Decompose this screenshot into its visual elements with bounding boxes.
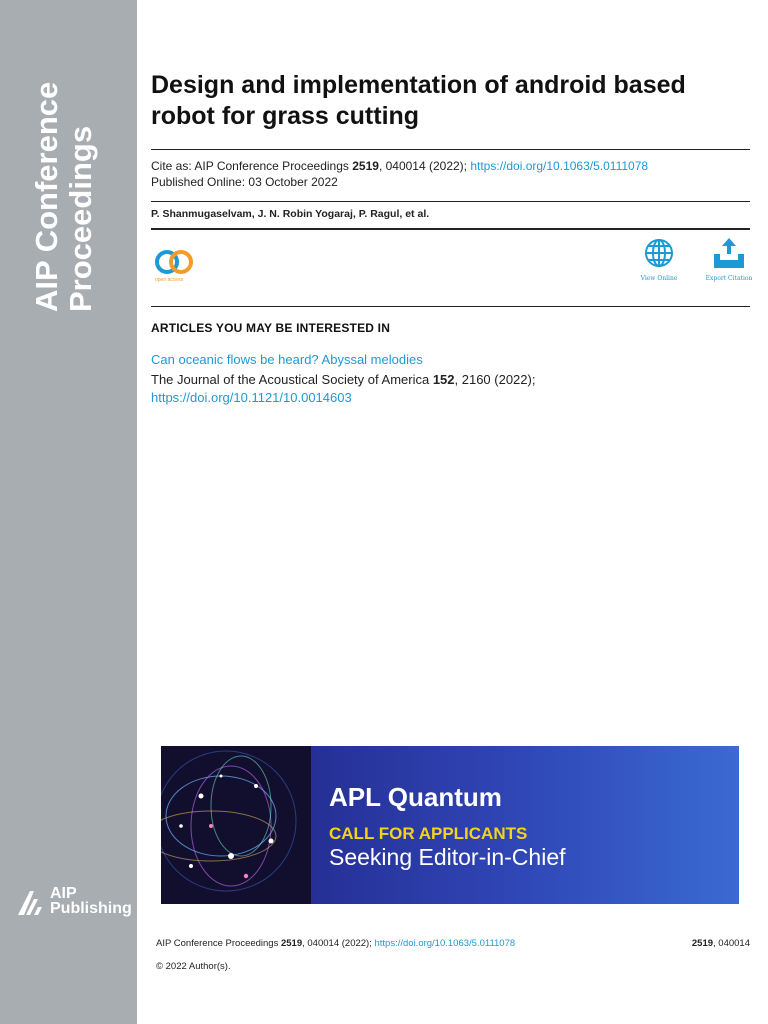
export-citation-label: Export Citation — [705, 275, 753, 282]
open-access-logo — [154, 248, 194, 286]
footer-volume: 2519 — [280, 938, 303, 949]
footer-citation — [156, 938, 515, 949]
footer-prefix: AIP Conference Proceedings — [156, 938, 281, 949]
apl-quantum-banner[interactable] — [161, 746, 739, 904]
open-access-icon — [154, 248, 194, 278]
quantum-art-image — [161, 746, 311, 904]
cite-volume: 2519 — [352, 159, 379, 173]
banner-title: APL Quantum — [329, 782, 502, 812]
export-citation-button[interactable] — [699, 238, 759, 282]
footer-page-ref — [692, 938, 750, 949]
banner-subtitle: Seeking Editor-in-Chief — [329, 844, 566, 870]
journal-name-line2: Proceedings — [63, 125, 98, 312]
authors-line[interactable]: P. Shanmugaselvam, J. N. Robin Yogaraj, P. Ragul, et al. — [151, 208, 430, 220]
divider — [151, 201, 750, 202]
related-article-volume: 152 — [432, 372, 455, 387]
related-article-title-link[interactable]: Can oceanic flows be heard? Abyssal melodies — [151, 352, 423, 367]
citation-block — [151, 158, 648, 190]
footer-right-rest: , 040014 — [713, 938, 750, 949]
aip-logo-text-line1: AIP — [50, 885, 77, 902]
globe-icon — [644, 238, 674, 268]
journal-sidebar — [0, 0, 137, 1024]
view-online-label: View Online — [640, 275, 678, 282]
footer-doi-link[interactable]: https://doi.org/10.1063/5.0111078 — [374, 938, 516, 949]
view-online-button[interactable] — [629, 238, 689, 282]
article-title: Design and implementation of android based robot for grass cutting — [151, 71, 686, 130]
divider — [151, 306, 750, 307]
related-article-journal: The Journal of the Acoustical Society of America — [151, 372, 433, 387]
aip-logo-icon — [16, 887, 46, 917]
cite-as-line — [151, 158, 648, 174]
journal-name — [30, 82, 98, 312]
journal-name-line1: AIP Conference — [29, 81, 64, 312]
footer-right-volume: 2519 — [691, 938, 714, 949]
footer-rest: , 040014 (2022); — [302, 938, 375, 949]
divider — [151, 149, 750, 150]
related-article-source — [151, 371, 631, 407]
related-article-pages: , 2160 (2022); — [454, 372, 536, 387]
cite-prefix: Cite as: AIP Conference Proceedings — [151, 159, 353, 173]
article-doi-link[interactable]: https://doi.org/10.1063/5.0111078 — [470, 159, 649, 173]
export-citation-icon — [712, 238, 746, 268]
published-online: Published Online: 03 October 2022 — [151, 175, 338, 189]
cite-rest: , 040014 (2022); — [378, 159, 471, 173]
copyright-notice: © 2022 Author(s). — [156, 961, 231, 972]
open-access-label: open access — [155, 277, 184, 283]
banner-call-to-action: CALL FOR APPLICANTS — [329, 824, 528, 843]
aip-logo-text-line2: Publishing — [50, 900, 132, 917]
divider — [151, 228, 750, 230]
related-article-doi-link[interactable]: https://doi.org/10.1121/10.0014603 — [151, 390, 352, 405]
related-articles-heading: ARTICLES YOU MAY BE INTERESTED IN — [151, 321, 391, 335]
